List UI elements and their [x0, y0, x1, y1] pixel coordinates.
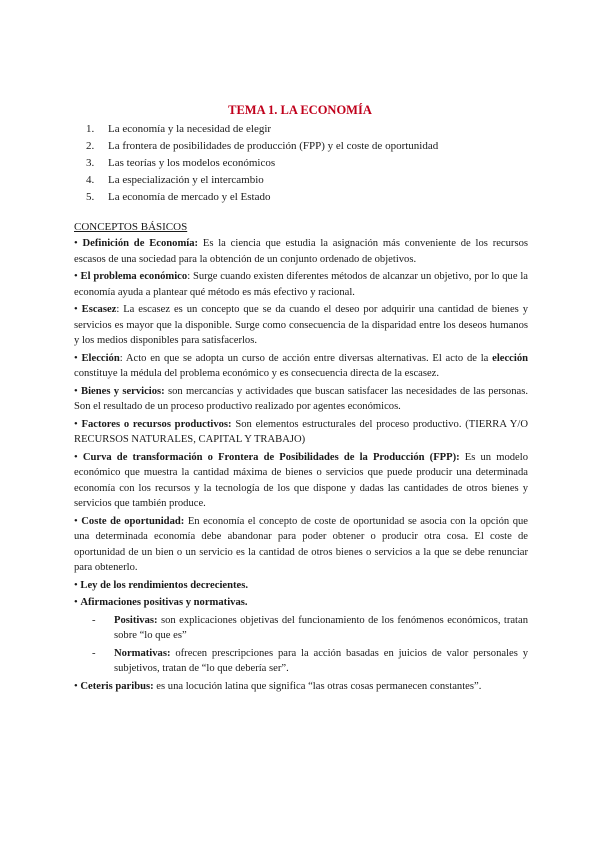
concept-factores: • Factores o recursos productivos: Son elementos estructurales del proceso productivo. (TIERRA Y/O RECURSOS NATURALES, CAPITAL Y TRABAJO)	[74, 418, 528, 445]
concept-economia: • Definición de Economía: Es la ciencia que estudia la asignación más conveniente de los recursos escasos de una sociedad para la obtención de un conjunto ordenado de objetivos.	[74, 238, 528, 265]
concept-positivas: - Positivas: son explicaciones objetivas del funcionamiento de los fenómenos económicos, tratan sobre “lo que es”	[92, 614, 528, 641]
toc-item: 2. La frontera de posibilidades de producción (FPP) y el coste de oportunidad	[86, 140, 439, 152]
section-heading: CONCEPTOS BÁSICOS	[74, 221, 188, 233]
concept-problema: • El problema económico: Surge cuando existen diferentes métodos de alcanzar un objetivo, por lo que la economía ayuda a plantear qué método es más efectivo y racional.	[74, 271, 528, 298]
concept-curva: • Curva de transformación o Frontera de Posibilidades de la Producción (FPP): Es un modelo económico que muestra la cantidad máxima de bienes o servicios que puede producir una determinada economía con los recursos y la tecnología de los que dispone y dadas las cantidades de otros bienes y servicios que también produce.	[74, 451, 528, 509]
concept-escasez: • Escasez: La escasez es un concepto que se da cuando el deseo por adquirir una cantidad de bienes y servicios es mayor que la disponible. Surge como consecuencia de la disparidad entre los deseos humanos y los medios disponibles para satisfacerlos.	[74, 304, 528, 346]
table-of-contents	[86, 121, 526, 206]
toc-item: 3. Las teorías y los modelos económicos	[86, 157, 276, 169]
concept-eleccion: • Elección: Acto en que se adopta un curso de acción entre diversas alternativas. El acto de la elección constituye la médula del problema económico y es consecuencia directa de la escasez.	[74, 352, 529, 379]
concept-ley: • Ley de los rendimientos decrecientes.	[74, 579, 248, 591]
page-title: TEMA 1. LA ECONOMÍA	[228, 103, 372, 117]
concept-coste: • Coste de oportunidad: En economía el concepto de coste de oportunidad se asocia con la opción que una determinada economía debe abandonar para poder obtener o producir otra cosa. El coste de oportunidad de un bien o un servicio es la cantidad de otros bienes o servicios a la que se debe renunciar para obtenerlo.	[74, 515, 528, 573]
concepts-section	[74, 220, 528, 696]
toc-item: 1. La economía y la necesidad de elegir	[86, 123, 272, 135]
concept-normativas: - Normativas: ofrecen prescripciones para la acción basadas en juicios de valor personales y subjetivos, tratan de “lo que debería ser”.	[92, 647, 528, 674]
toc-item: 5. La economía de mercado y el Estado	[86, 191, 271, 203]
toc-item: 4. La especialización y el intercambio	[86, 174, 264, 186]
concept-afirmaciones: • Afirmaciones positivas y normativas.	[74, 597, 248, 608]
concept-bienes: • Bienes y servicios: son mercancías y actividades que buscan satisfacer las necesidades de las personas. Son el resultado de un proceso productivo realizado por agentes económicos.	[74, 385, 528, 412]
concept-ceteris: • Ceteris paribus: es una locución latina que significa “las otras cosas permanecen constantes”.	[74, 680, 482, 692]
